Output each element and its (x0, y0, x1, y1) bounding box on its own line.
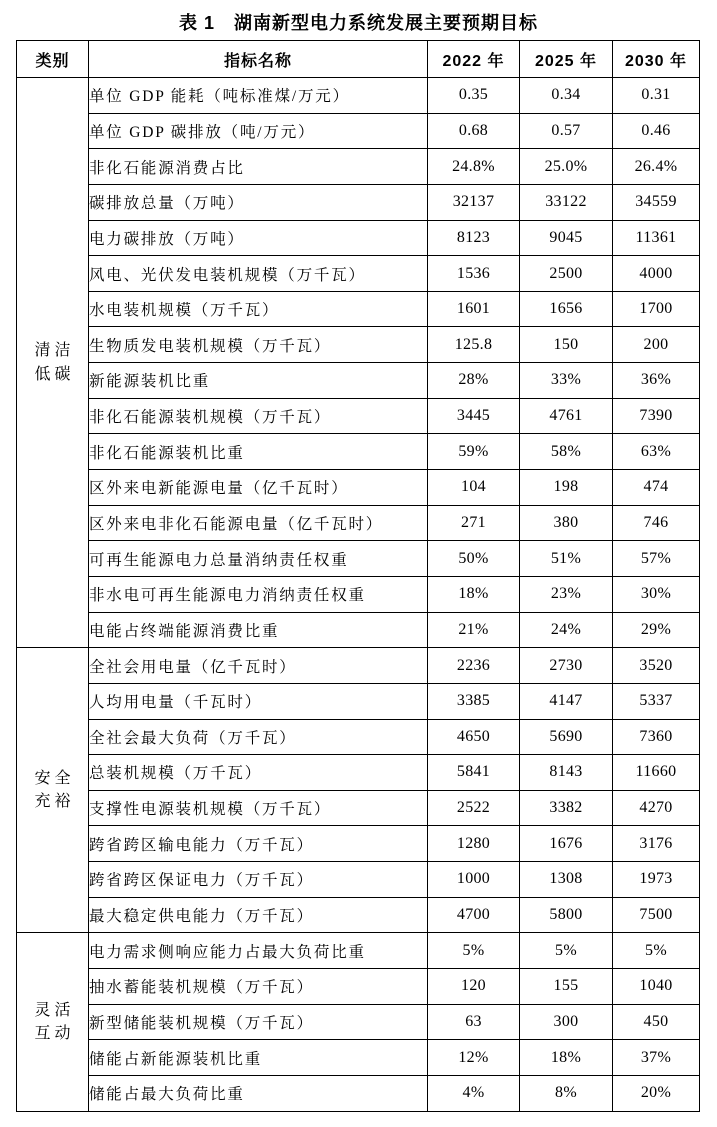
indicator-cell: 新型储能装机规模（万千瓦） (89, 1004, 428, 1040)
indicator-cell: 电力需求侧响应能力占最大负荷比重 (89, 933, 428, 969)
table-row (17, 220, 700, 256)
indicator-cell: 储能占新能源装机比重 (89, 1040, 428, 1076)
value-cell-2030: 0.31 (613, 78, 700, 114)
category-cell-clean-low-carbon: 清洁 低碳 (17, 78, 89, 648)
value-cell-2022: 1280 (428, 826, 520, 862)
indicator-cell: 碳排放总量（万吨） (89, 184, 428, 220)
table-row (17, 113, 700, 149)
value-cell-2022: 1536 (428, 256, 520, 292)
value-cell-2022: 5841 (428, 755, 520, 791)
value-cell-2022: 28% (428, 363, 520, 399)
value-cell-2030: 20% (613, 1075, 700, 1111)
value-cell-2025: 51% (520, 541, 613, 577)
indicator-cell: 跨省跨区保证电力（万千瓦） (89, 862, 428, 898)
value-cell-2022: 0.68 (428, 113, 520, 149)
value-cell-2030: 1973 (613, 862, 700, 898)
value-cell-2030: 746 (613, 505, 700, 541)
table-row (17, 826, 700, 862)
table-row (17, 541, 700, 577)
value-cell-2022: 21% (428, 612, 520, 648)
value-cell-2030: 7360 (613, 719, 700, 755)
indicator-cell: 可再生能源电力总量消纳责任权重 (89, 541, 428, 577)
value-cell-2030: 63% (613, 434, 700, 470)
value-cell-2022: 4700 (428, 897, 520, 933)
value-cell-2022: 24.8% (428, 149, 520, 185)
indicator-cell: 风电、光伏发电装机规模（万千瓦） (89, 256, 428, 292)
header-cell-year-2030: 2030 年 (613, 41, 700, 78)
value-cell-2025: 4147 (520, 683, 613, 719)
value-cell-2025: 1656 (520, 291, 613, 327)
indicator-cell: 单位 GDP 碳排放（吨/万元） (89, 113, 428, 149)
indicator-cell: 区外来电新能源电量（亿千瓦时） (89, 470, 428, 506)
table-row (17, 969, 700, 1005)
table-row (17, 648, 700, 684)
table-row (17, 1040, 700, 1076)
value-cell-2022: 59% (428, 434, 520, 470)
header-cell-year-2022: 2022 年 (428, 41, 520, 78)
value-cell-2022: 32137 (428, 184, 520, 220)
value-cell-2030: 36% (613, 363, 700, 399)
indicator-cell: 抽水蓄能装机规模（万千瓦） (89, 969, 428, 1005)
indicator-cell: 全社会用电量（亿千瓦时） (89, 648, 428, 684)
value-cell-2022: 50% (428, 541, 520, 577)
table-row (17, 1004, 700, 1040)
value-cell-2022: 3385 (428, 683, 520, 719)
value-cell-2030: 200 (613, 327, 700, 363)
value-cell-2030: 4000 (613, 256, 700, 292)
indicator-cell: 全社会最大负荷（万千瓦） (89, 719, 428, 755)
value-cell-2022: 63 (428, 1004, 520, 1040)
value-cell-2025: 0.34 (520, 78, 613, 114)
value-cell-2025: 23% (520, 576, 613, 612)
table-header-row (17, 41, 700, 78)
indicator-cell: 非化石能源消费占比 (89, 149, 428, 185)
table-row (17, 719, 700, 755)
table-row (17, 78, 700, 114)
value-cell-2030: 1040 (613, 969, 700, 1005)
category-cell-flexible-interactive: 灵活 互动 (17, 933, 89, 1112)
value-cell-2030: 26.4% (613, 149, 700, 185)
table-row (17, 327, 700, 363)
table-row (17, 256, 700, 292)
value-cell-2030: 4270 (613, 790, 700, 826)
indicator-cell: 水电装机规模（万千瓦） (89, 291, 428, 327)
value-cell-2022: 2522 (428, 790, 520, 826)
table-row (17, 897, 700, 933)
value-cell-2030: 5% (613, 933, 700, 969)
value-cell-2030: 11361 (613, 220, 700, 256)
table-body (17, 78, 700, 1112)
value-cell-2025: 3382 (520, 790, 613, 826)
table-row (17, 363, 700, 399)
value-cell-2025: 5% (520, 933, 613, 969)
value-cell-2025: 198 (520, 470, 613, 506)
value-cell-2025: 5800 (520, 897, 613, 933)
table-row (17, 434, 700, 470)
indicator-cell: 跨省跨区输电能力（万千瓦） (89, 826, 428, 862)
value-cell-2025: 0.57 (520, 113, 613, 149)
header-cell-category: 类别 (17, 41, 89, 78)
value-cell-2025: 2500 (520, 256, 613, 292)
value-cell-2030: 450 (613, 1004, 700, 1040)
value-cell-2025: 33% (520, 363, 613, 399)
indicator-cell: 生物质发电装机规模（万千瓦） (89, 327, 428, 363)
header-cell-indicator: 指标名称 (89, 41, 428, 78)
value-cell-2025: 33122 (520, 184, 613, 220)
indicator-cell: 新能源装机比重 (89, 363, 428, 399)
value-cell-2030: 7390 (613, 398, 700, 434)
value-cell-2022: 8123 (428, 220, 520, 256)
value-cell-2030: 37% (613, 1040, 700, 1076)
page-title: 表 1 湖南新型电力系统发展主要预期目标 (178, 13, 538, 33)
indicator-cell: 电能占终端能源消费比重 (89, 612, 428, 648)
value-cell-2022: 4650 (428, 719, 520, 755)
value-cell-2030: 0.46 (613, 113, 700, 149)
table-row (17, 683, 700, 719)
value-cell-2030: 3520 (613, 648, 700, 684)
table-row (17, 862, 700, 898)
value-cell-2022: 125.8 (428, 327, 520, 363)
table-row (17, 755, 700, 791)
value-cell-2025: 300 (520, 1004, 613, 1040)
indicator-cell: 非水电可再生能源电力消纳责任权重 (89, 576, 428, 612)
table-row (17, 576, 700, 612)
value-cell-2022: 18% (428, 576, 520, 612)
table-row (17, 790, 700, 826)
value-cell-2022: 120 (428, 969, 520, 1005)
value-cell-2030: 34559 (613, 184, 700, 220)
value-cell-2025: 8143 (520, 755, 613, 791)
value-cell-2025: 18% (520, 1040, 613, 1076)
value-cell-2030: 5337 (613, 683, 700, 719)
table-row (17, 1075, 700, 1111)
table-row (17, 612, 700, 648)
indicator-cell: 人均用电量（千瓦时） (89, 683, 428, 719)
targets-table (16, 40, 700, 1112)
indicator-cell: 单位 GDP 能耗（吨标准煤/万元） (89, 78, 428, 114)
value-cell-2030: 11660 (613, 755, 700, 791)
value-cell-2030: 7500 (613, 897, 700, 933)
table-row (17, 149, 700, 185)
value-cell-2022: 3445 (428, 398, 520, 434)
table-row (17, 470, 700, 506)
table-row (17, 933, 700, 969)
header-cell-year-2025: 2025 年 (520, 41, 613, 78)
value-cell-2022: 4% (428, 1075, 520, 1111)
indicator-cell: 非化石能源装机比重 (89, 434, 428, 470)
value-cell-2025: 5690 (520, 719, 613, 755)
value-cell-2030: 3176 (613, 826, 700, 862)
value-cell-2025: 1308 (520, 862, 613, 898)
table-row (17, 184, 700, 220)
value-cell-2025: 2730 (520, 648, 613, 684)
value-cell-2025: 25.0% (520, 149, 613, 185)
value-cell-2025: 380 (520, 505, 613, 541)
value-cell-2030: 57% (613, 541, 700, 577)
value-cell-2025: 8% (520, 1075, 613, 1111)
indicator-cell: 最大稳定供电能力（万千瓦） (89, 897, 428, 933)
table-row (17, 291, 700, 327)
value-cell-2022: 0.35 (428, 78, 520, 114)
value-cell-2025: 58% (520, 434, 613, 470)
value-cell-2025: 24% (520, 612, 613, 648)
value-cell-2025: 4761 (520, 398, 613, 434)
category-cell-safe-adequate: 安全 充裕 (17, 648, 89, 933)
value-cell-2030: 30% (613, 576, 700, 612)
value-cell-2022: 5% (428, 933, 520, 969)
indicator-cell: 储能占最大负荷比重 (89, 1075, 428, 1111)
value-cell-2022: 1000 (428, 862, 520, 898)
value-cell-2022: 271 (428, 505, 520, 541)
value-cell-2030: 29% (613, 612, 700, 648)
value-cell-2030: 474 (613, 470, 700, 506)
indicator-cell: 区外来电非化石能源电量（亿千瓦时） (89, 505, 428, 541)
value-cell-2022: 1601 (428, 291, 520, 327)
indicator-cell: 总装机规模（万千瓦） (89, 755, 428, 791)
value-cell-2025: 150 (520, 327, 613, 363)
indicator-cell: 电力碳排放（万吨） (89, 220, 428, 256)
table-row (17, 505, 700, 541)
value-cell-2022: 104 (428, 470, 520, 506)
indicator-cell: 非化石能源装机规模（万千瓦） (89, 398, 428, 434)
value-cell-2025: 9045 (520, 220, 613, 256)
value-cell-2025: 1676 (520, 826, 613, 862)
value-cell-2030: 1700 (613, 291, 700, 327)
value-cell-2022: 2236 (428, 648, 520, 684)
indicator-cell: 支撑性电源装机规模（万千瓦） (89, 790, 428, 826)
value-cell-2022: 12% (428, 1040, 520, 1076)
value-cell-2025: 155 (520, 969, 613, 1005)
table-row (17, 398, 700, 434)
